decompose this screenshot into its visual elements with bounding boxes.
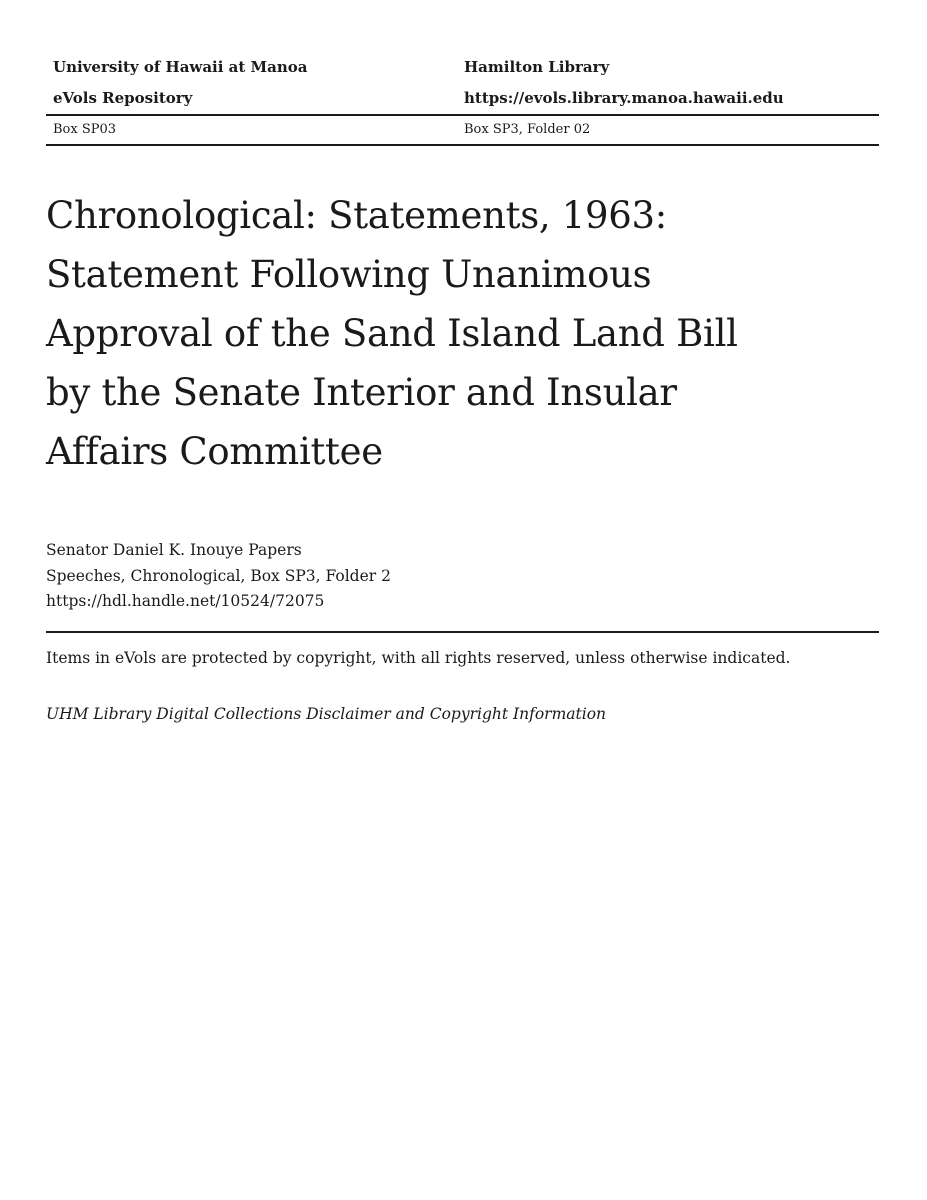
document-header (46, 52, 879, 146)
handle-link[interactable]: https://hdl.handle.net/10524/72075 (46, 592, 325, 610)
box-folder-label: Box SP3, Folder 02 (464, 122, 591, 137)
series-info: Speeches, Chronological, Box SP3, Folder 2 (46, 566, 391, 585)
title-line: Chronological: Statements, 1963: (46, 194, 667, 237)
repository-name: eVols Repository (53, 89, 193, 107)
copyright-notice: Items in eVols are protected by copyright, with all rights reserved, unless otherwise indicated. (46, 649, 791, 667)
metadata-divider (46, 631, 879, 633)
box-label: Box SP03 (53, 122, 117, 137)
title-line: Statement Following Unanimous (46, 253, 652, 296)
header-row-2 (46, 83, 879, 114)
header-divider-bottom (46, 144, 879, 146)
title-line: Approval of the Sand Island Land Bill (46, 312, 738, 355)
repository-url-link[interactable]: https://evols.library.manoa.hawaii.edu (464, 89, 784, 107)
document-metadata (46, 538, 391, 615)
header-row-3 (46, 116, 879, 144)
disclaimer-link[interactable]: UHM Library Digital Collections Disclaimer and Copyright Information (46, 705, 607, 723)
header-row-1 (46, 52, 879, 83)
title-line: by the Senate Interior and Insular (46, 371, 677, 414)
collection-name: Senator Daniel K. Inouye Papers (46, 541, 302, 559)
title-line: Affairs Committee (46, 430, 383, 473)
institution-name: University of Hawaii at Manoa (53, 58, 308, 76)
library-name: Hamilton Library (464, 58, 610, 76)
document-title (46, 186, 806, 481)
